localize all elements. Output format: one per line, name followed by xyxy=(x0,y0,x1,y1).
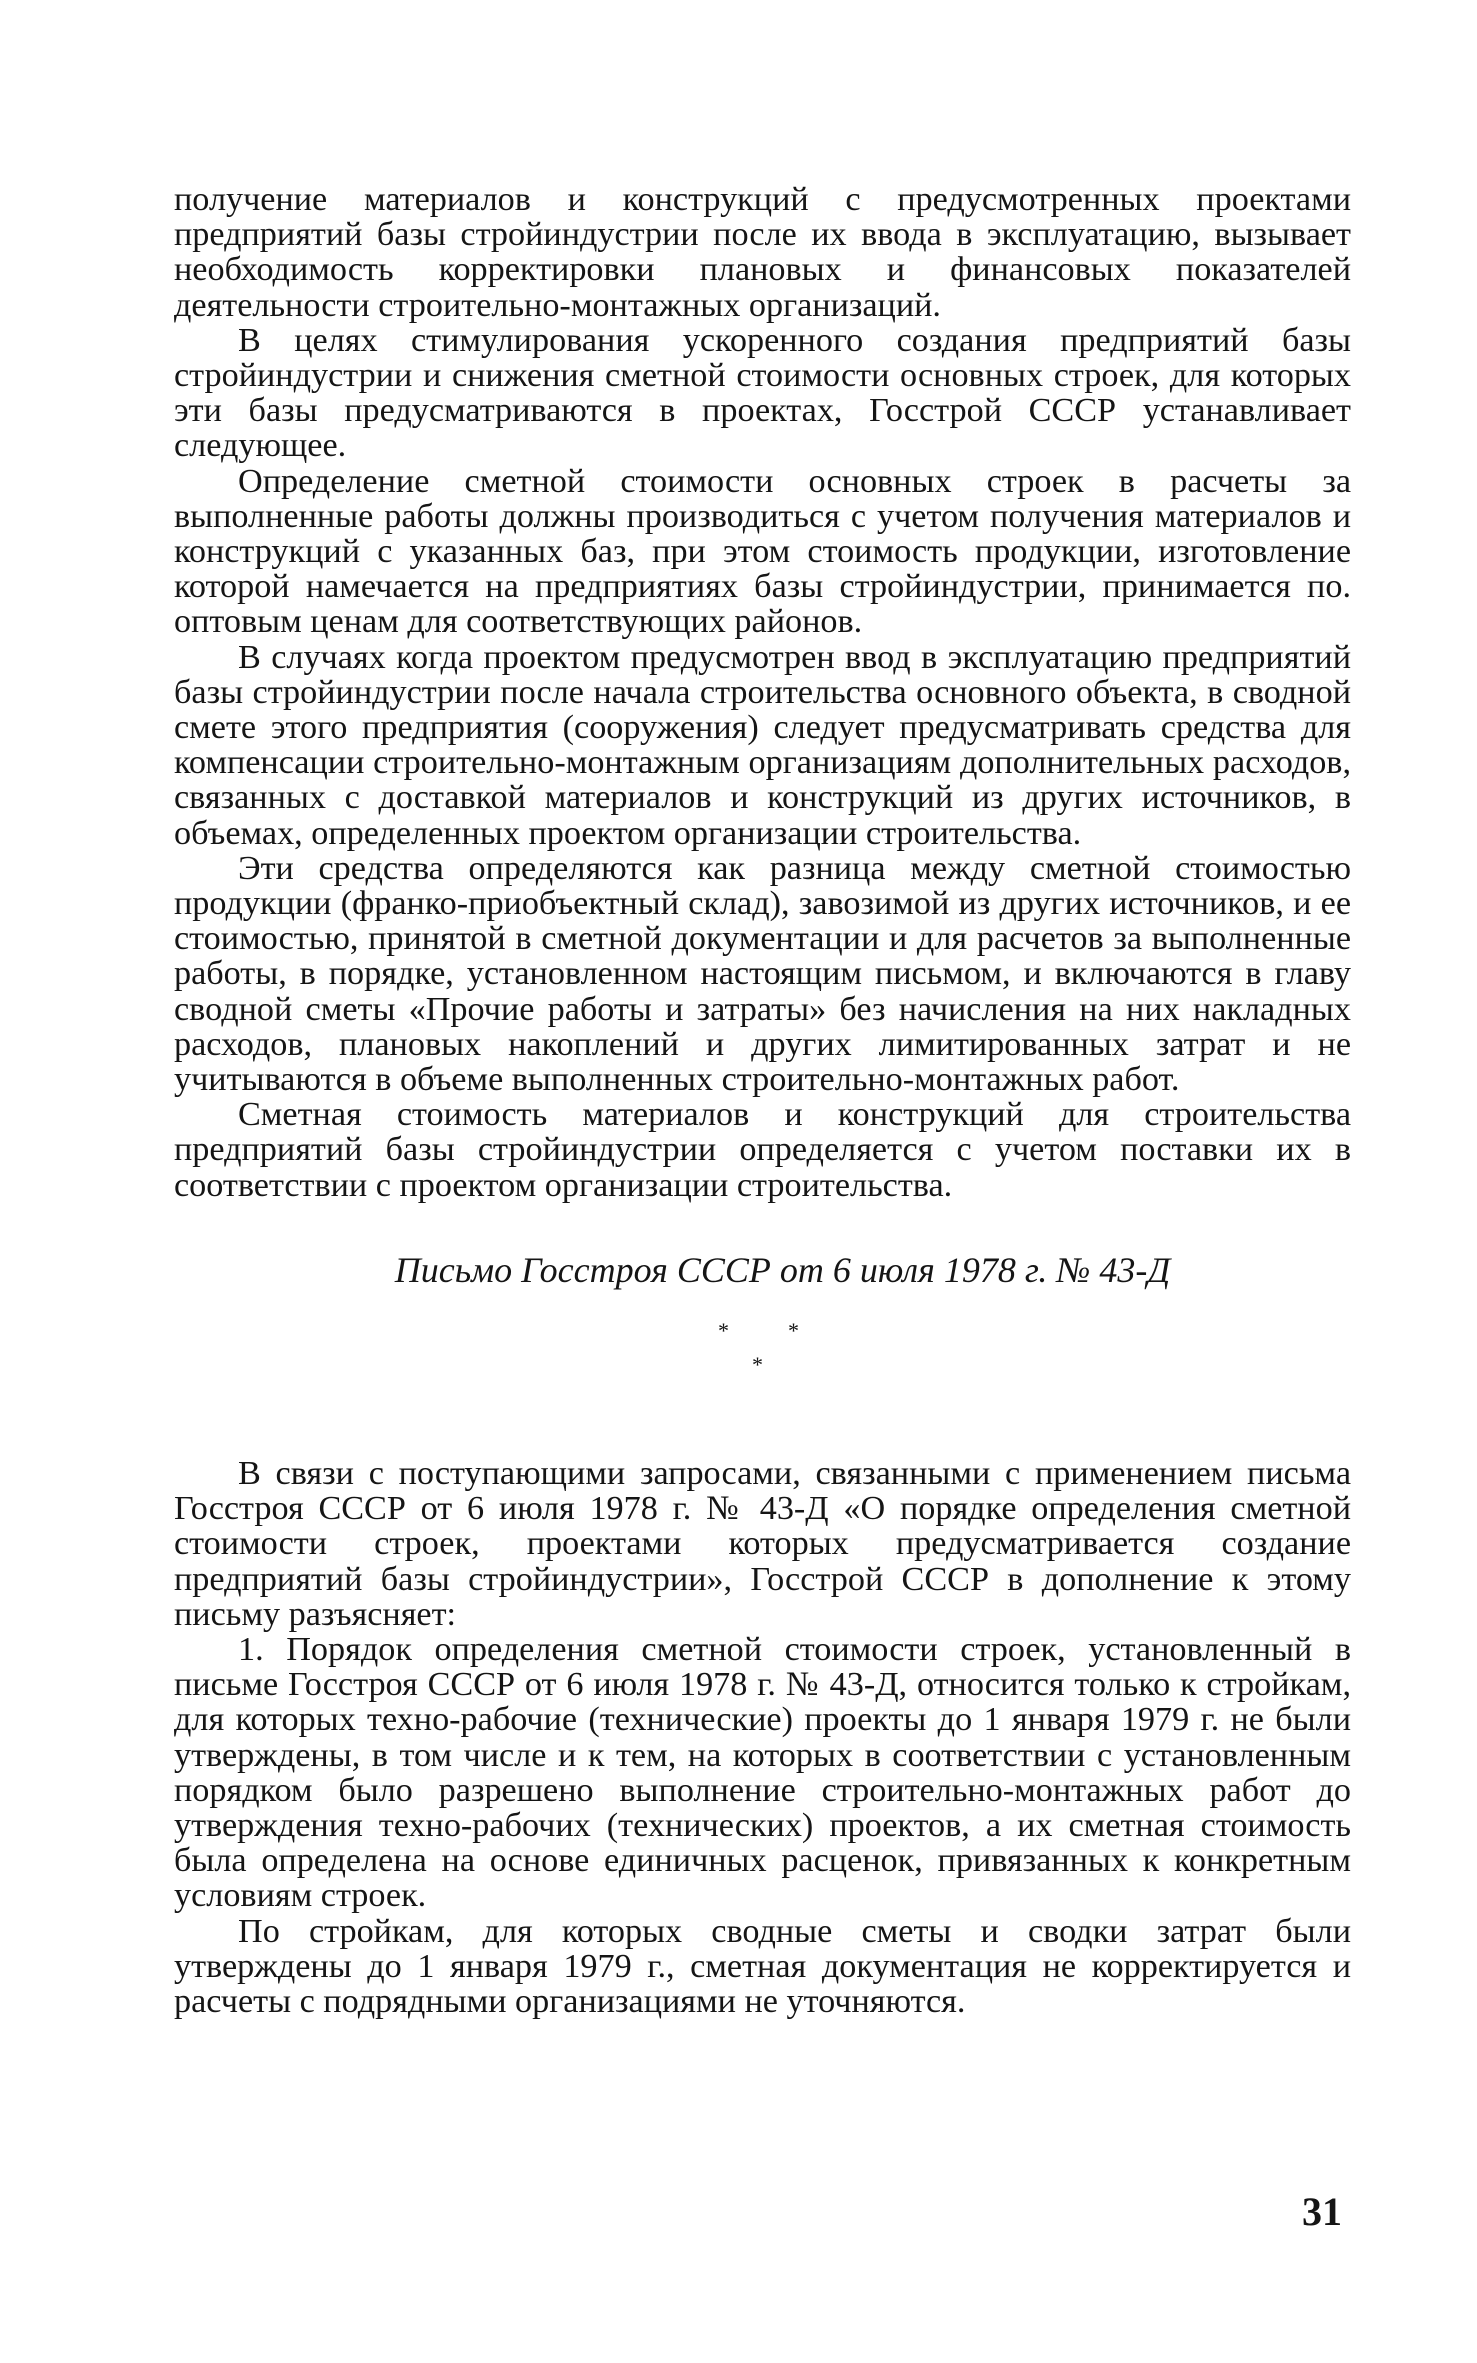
paragraph-2: В целях стимулирования ускоренного создания предприятий базы стройиндустрии и снижения сметной стоимости основных строек, для которых эти базы предусматриваются в проектах, Госстрой СССР устанавливает следующее. xyxy=(174,321,1351,465)
document-page xyxy=(174,182,1351,2019)
paragraph-6: Сметная стоимость материалов и конструкций для строительства предприятий базы стройиндустрии определяется с учетом поставки их в соответствии с проектом организации строительства. xyxy=(174,1096,1351,1204)
paragraph-8: 1. Порядок определения сметной стоимости строек, установленный в письме Госстроя СССР от 6 июля 1978 г. № 43-Д, относится только к стройкам, для которых техно-рабочие (технические) проекты до 1 января 1979 г. не были утверждены, в том числе и к тем, на которых в соответствии с установленным порядком было разрешено выполнение строительно-монтажных работ до утверждения техно-рабочих (технических) проектов, а их сметная стоимость была определена на основе единичных расценок, привязанных к конкретным условиям строек. xyxy=(174,1630,1351,1915)
paragraph-5: Эти средства определяются как разница между сметной стоимостью продукции (франко-приобъектный склад), завозимой из других источников, и ее стоимостью, принятой в сметной документации и для расчетов за выполненные работы, в порядке, установленном настоящим письмом, и включаются в главу сводной сметы «Прочие работы и затраты» без начисления на них накладных расходов, плановых накоплений и других лимитированных затрат и не учитываются в объеме выполненных строительно-монтажных работ. xyxy=(174,849,1351,1099)
asterisk-mark: * xyxy=(752,1351,763,1377)
paragraph-3: Определение сметной стоимости основных строек в расчеты за выполненные работы должны производиться с учетом получения материалов и конструкций с указанных баз, при этом стоимость продукции, изготовление которой намечается на предприятиях базы стройиндустрии, принимается по. оптовым ценам для соответствующих районов. xyxy=(174,462,1351,641)
section-separator xyxy=(174,1314,1351,1394)
paragraph-9: По стройкам, для которых сводные сметы и сводки затрат были утверждены до 1 января 1979 г., сметная документация не корректируется и расчеты с подрядными организациями не уточняются. xyxy=(174,1912,1351,2020)
asterisk-mark: * xyxy=(788,1317,799,1343)
asterisk-mark: * xyxy=(718,1317,729,1343)
paragraph-1: получение материалов и конструкций с предусмотренных проектами предприятий базы стройиндустрии после их ввода в эксплуатацию, вызывает необходимость корректировки плановых и финансовых показателей деятельности строительно-монтажных организаций. xyxy=(174,181,1351,324)
letter-signature: Письмо Госстроя СССР от 6 июля 1978 г. № 43-Д xyxy=(394,1249,1171,1290)
page-number: 31 xyxy=(1302,2189,1342,2234)
paragraph-4: В случаях когда проектом предусмотрен ввод в эксплуатацию предприятий базы стройиндустрии после начала строительства основного объекта, в сводной смете этого предприятия (сооружения) следует предусматривать средства для компенсации строительно-монтажным организациям дополнительных расходов, связанных с доставкой материалов и конструкций из других источников, в объемах, определенных проектом организации строительства. xyxy=(174,638,1351,852)
paragraph-7: В связи с поступающими запросами, связанными с применением письма Госстроя СССР от 6 июля 1978 г. № 43-Д «О порядке определения сметной стоимости строек, проектами которых предусматривается создание предприятий базы стройиндустрии», Госстрой СССР в дополнение к этому письму разъясняет: xyxy=(174,1454,1351,1633)
